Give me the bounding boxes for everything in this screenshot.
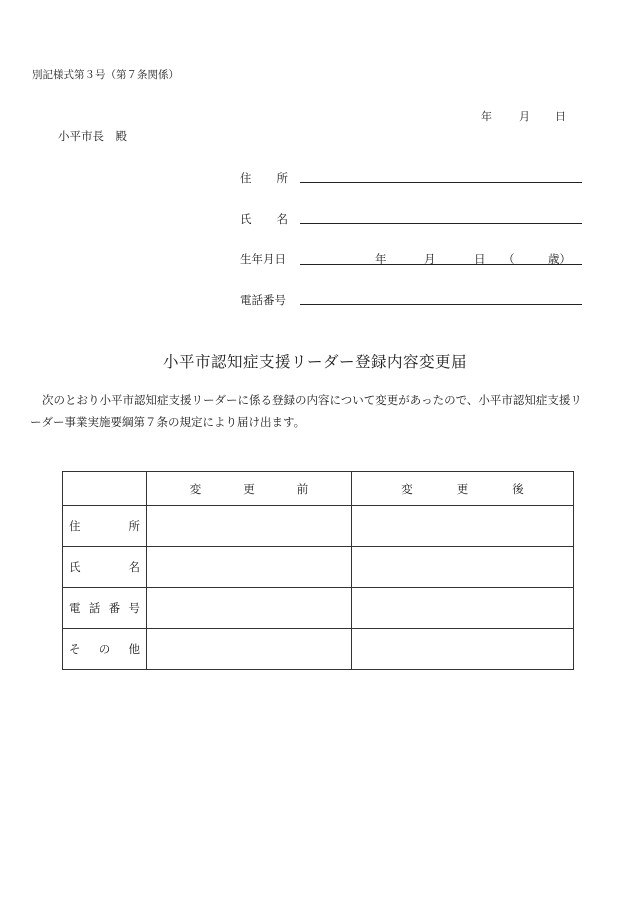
birthdate-field-line[interactable] (300, 264, 582, 265)
body-text: 次のとおり小平市認知症支援リーダーに係る登録の内容について変更があったので、小平市認知症支援リーダー事業実施要綱第７条の規定により届け出ます。 (30, 393, 582, 429)
date-month-label: 月 (519, 110, 530, 123)
name-field-line[interactable] (300, 223, 582, 224)
birthdate-day: 日 (474, 252, 486, 266)
table-row-address (63, 506, 574, 547)
table-row-name (63, 547, 574, 588)
address-field-line[interactable] (300, 182, 582, 183)
birthdate-paren: （ (503, 252, 515, 266)
birthdate-age: 歳） (548, 252, 571, 266)
header-after: 変 更 後 (352, 472, 574, 506)
other-before-cell[interactable] (147, 629, 352, 670)
table-row-phone (63, 588, 574, 629)
phone-after-cell[interactable] (352, 588, 574, 629)
header-blank-cell (63, 472, 147, 506)
row-label-phone: 電 話 番 号 (63, 588, 147, 629)
birthdate-month: 月 (424, 252, 436, 266)
name-after-cell[interactable] (352, 547, 574, 588)
birthdate-year: 年 (375, 252, 387, 266)
table-header-row (63, 472, 574, 506)
date-day-label: 日 (555, 110, 566, 123)
table-row-other (63, 629, 574, 670)
row-label-name: 氏 名 (63, 547, 147, 588)
form-reference: 別記様式第３号（第７条関係） (32, 69, 179, 81)
address-before-cell[interactable] (147, 506, 352, 547)
change-table (62, 471, 574, 670)
address-after-cell[interactable] (352, 506, 574, 547)
phone-before-cell[interactable] (147, 588, 352, 629)
phone-field-line[interactable] (300, 304, 582, 305)
date-year-label: 年 (481, 110, 492, 123)
address-label: 住 所 (240, 171, 288, 185)
document-title: 小平市認知症支援リーダー登録内容変更届 (162, 353, 467, 371)
other-after-cell[interactable] (352, 629, 574, 670)
phone-label: 電話番号 (240, 293, 286, 307)
name-label: 氏 名 (240, 212, 288, 226)
name-before-cell[interactable] (147, 547, 352, 588)
header-before: 変 更 前 (147, 472, 352, 506)
row-label-address: 住 所 (63, 506, 147, 547)
recipient: 小平市長 殿 (58, 129, 127, 143)
birthdate-label: 生年月日 (240, 252, 286, 266)
row-label-other: そ の 他 (63, 629, 147, 670)
